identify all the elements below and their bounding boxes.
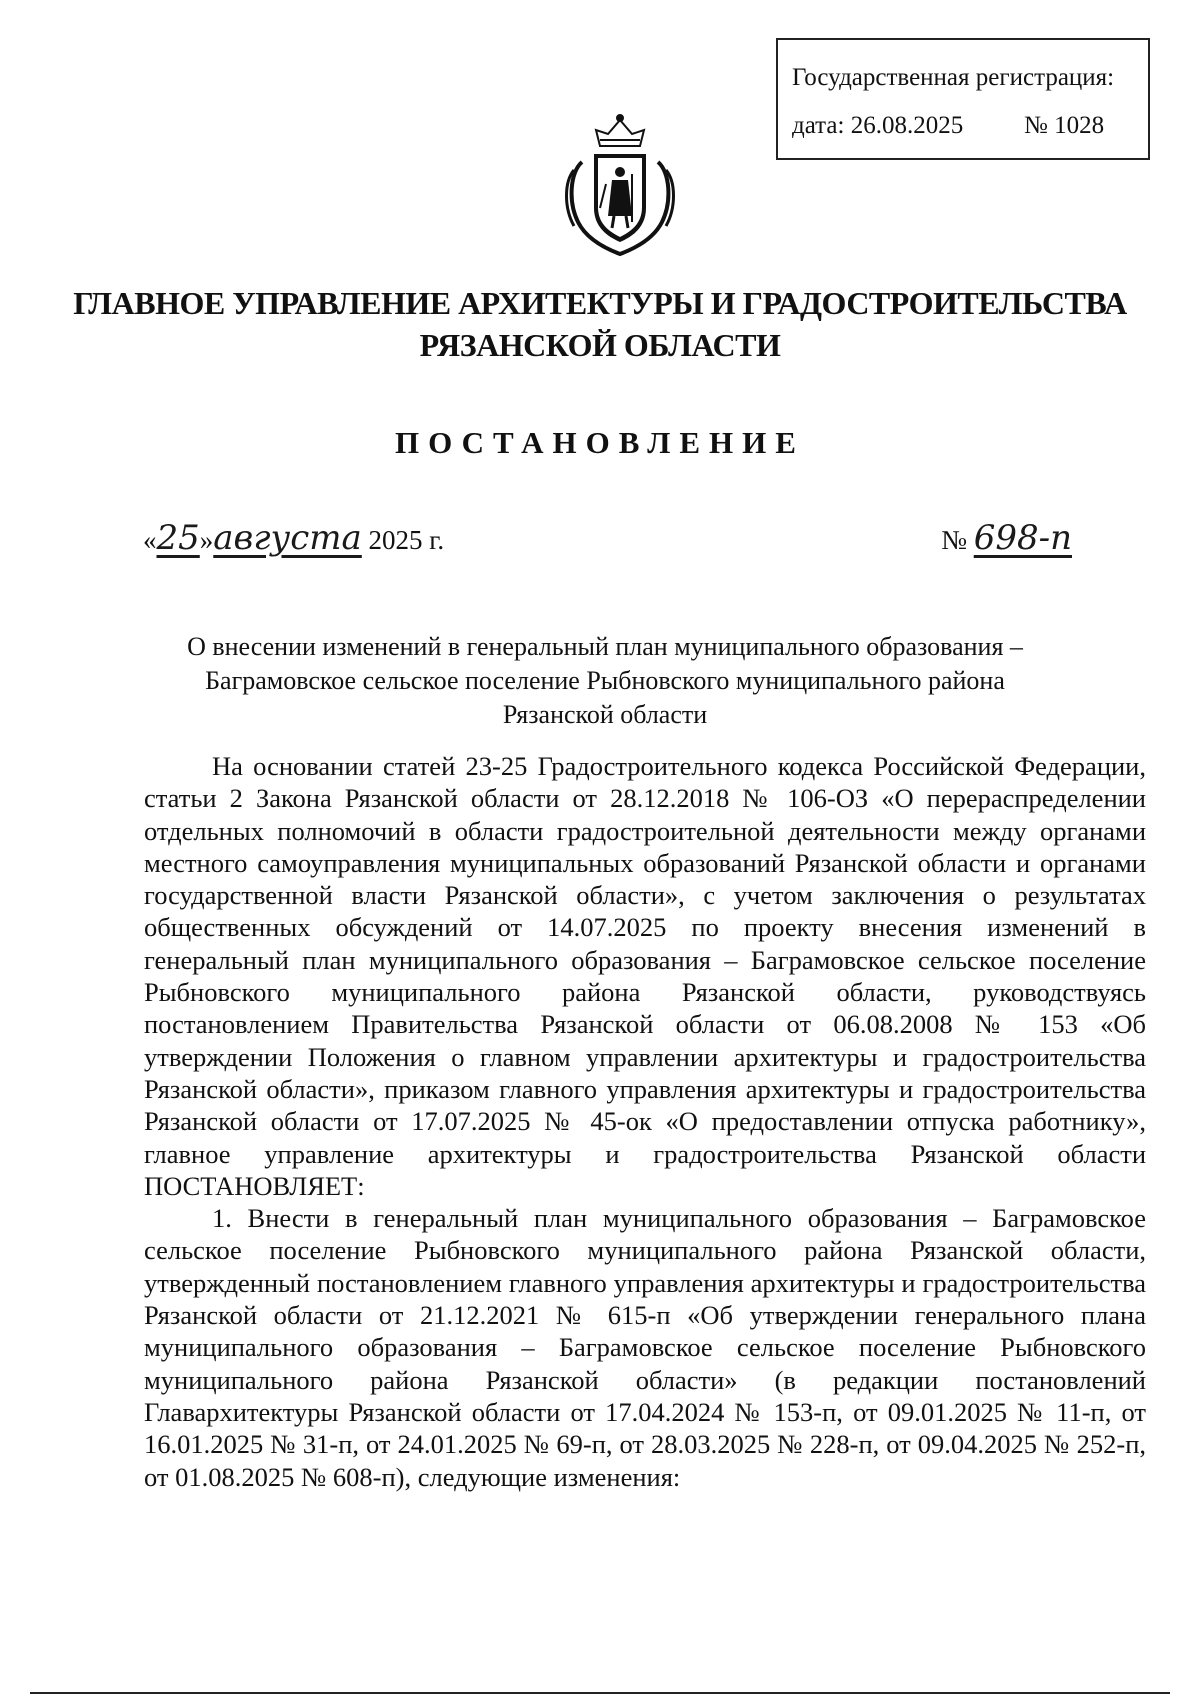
document-number (941, 518, 1072, 558)
date-day: 25 (156, 518, 200, 558)
document-subject (150, 630, 1060, 732)
registration-number: № 1028 (1024, 112, 1105, 139)
number-label: № (941, 525, 967, 555)
subject-line-1: О внесении изменений в генеральный план муниципального образования – (187, 632, 1023, 661)
item-1-paragraph: 1. Внести в генеральный план муниципального образования – Баграмовское сельское поселение Рыбновского муниципального района Рязанской области, утвержденный постановлением главного управления архитектуры и градостроительства Рязанской области от 21.12.2021 № 615-п «Об утверждении генерального плана муниципального образования – Баграмовское сельское поселение Рыбновского муниципального района Рязанской области» (в редакции постановлений Главархитектуры Рязанской области от 17.04.2024 № 153-п, от 09.01.2025 № 11-п, от 16.01.2025 № 31-п, от 24.01.2025 № 69-п, от 28.03.2025 № 228-п, от 09.04.2025 № 252-п, от 01.08.2025 № 608-п), следующие изменения: (144, 1203, 1146, 1492)
ryazan-coat-of-arms-icon (560, 112, 680, 257)
registration-title: Государственная регистрация: (792, 64, 1115, 91)
preamble-paragraph: На основании статей 23-25 Градостроительного кодекса Российской Федерации, статьи 2 Закона Рязанской области от 28.12.2018 № 106-ОЗ «О перераспределении отдельных полномочий в области градостроительной деятельности между органами местного самоуправления муниципальных образований Рязанской области и органами государственной власти Рязанской области», с учетом заключения о результатах общественных обсуждений от 14.07.2025 по проекту внесения изменений в генеральный план муниципального образования – Баграмовское сельское поселение Рыбновского муниципального района Рязанской области, руководствуясь постановлением Правительства Рязанской области от 06.08.2008 № 153 «Об утверждении Положения о главном управлении архитектуры и градостроительства Рязанской области», приказом главного управления архитектуры и градостроительства Рязанской области от 17.07.2025 № 45-ок «О предоставлении отпуска работнику», главное управление архитектуры и градостроительства Рязанской области ПОСТАНОВЛЯЕТ: (144, 751, 1146, 1201)
date-open-quote: « (143, 525, 157, 555)
date-month: августа (213, 518, 362, 558)
subject-line-3: Рязанской области (502, 700, 708, 729)
number-value: 698-п (973, 518, 1072, 558)
registration-date: дата: 26.08.2025 (792, 112, 964, 139)
date-close-quote: » (199, 525, 214, 555)
organization-line-1: ГЛАВНОЕ УПРАВЛЕНИЕ АРХИТЕКТУРЫ И ГРАДОСТРОИТЕЛЬСТВА (73, 285, 1127, 321)
organization-heading (0, 282, 1200, 366)
registration-stamp (776, 38, 1150, 160)
subject-line-2: Баграмовское сельское поселение Рыбновского муниципального района (205, 666, 1005, 695)
document-body (144, 750, 1146, 1493)
document-type: ПОСТАНОВЛЕНИЕ (395, 425, 805, 460)
document-date (143, 518, 444, 558)
page-bottom-rule (30, 1692, 1170, 1694)
organization-line-2: РЯЗАНСКОЙ ОБЛАСТИ (419, 327, 781, 363)
date-year: 2025 г. (368, 525, 445, 555)
